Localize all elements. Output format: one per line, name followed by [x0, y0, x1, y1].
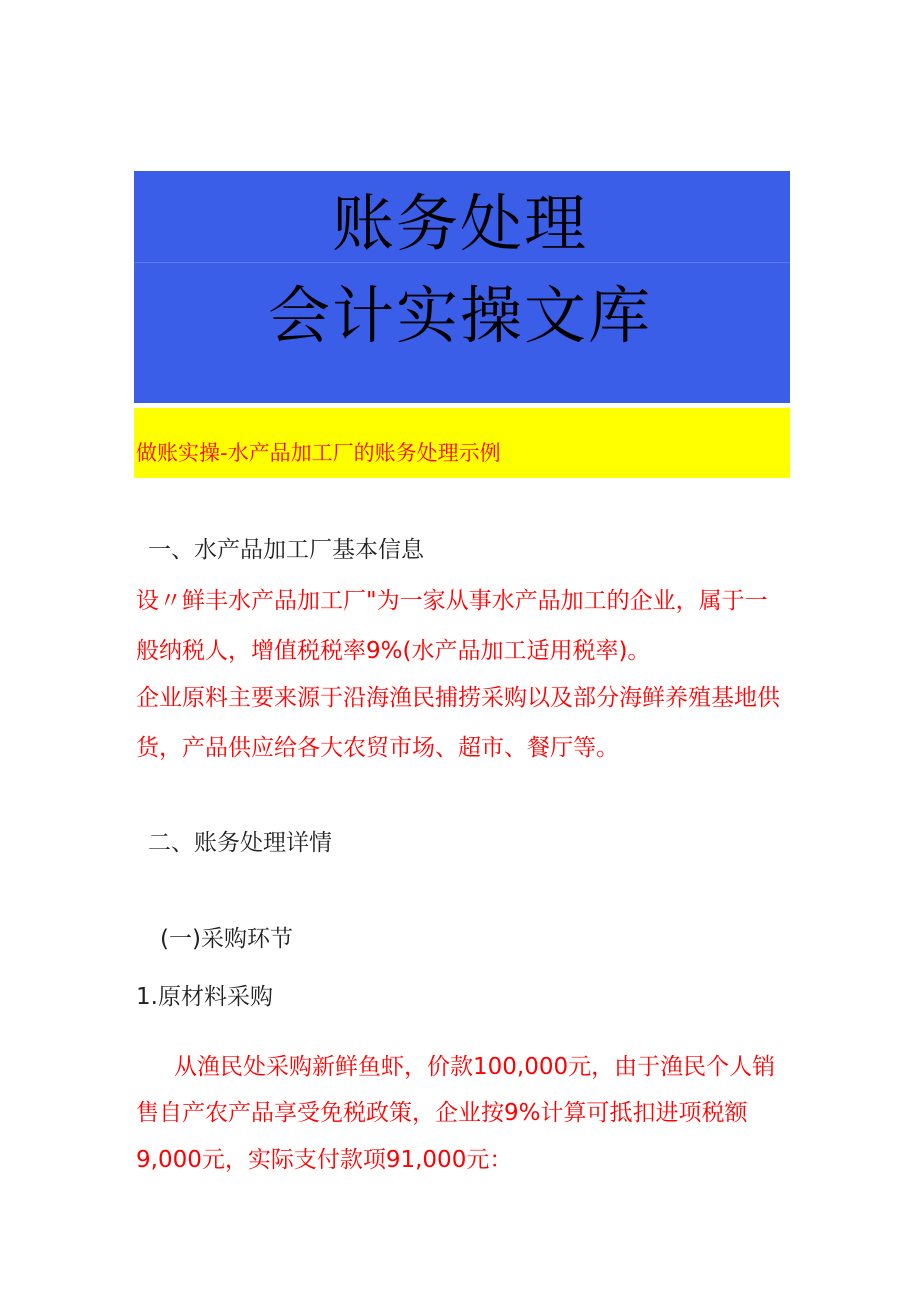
subtitle-text: 做账实操-水产品加工厂的账务处理示例 [136, 441, 501, 465]
section2-para-line3: 9,000元，实际支付款项91,000元： [136, 1147, 513, 1173]
section1-para1-line1: 设〃鲜丰水产品加工厂"为一家从事水产品加工的企业，属于一 [136, 588, 768, 614]
section1-heading: 一、水产品加工厂基本信息 [148, 537, 424, 563]
section2-heading: 二、账务处理详情 [148, 830, 332, 856]
section1-para2-line2: 货，产品供应给各大农贸市场、超市、餐厅等。 [136, 735, 619, 761]
section2-para-line1: 从渔民处采购新鲜鱼虾，价款100,000元，由于渔民个人销 [174, 1054, 776, 1080]
section1-para2-line1: 企业原料主要来源于沿海渔民捕捞采购以及部分海鲜养殖基地供 [136, 685, 780, 711]
banner-title-line1: 账务处理 [331, 187, 588, 260]
section2-para-line2: 售自产农产品享受免税政策，企业按9%计算可抵扣进项税额 [136, 1100, 748, 1126]
banner-divider [134, 262, 790, 263]
section1-para1-line2: 般纳税人，增值税税率9%(水产品加工适用税率)。 [136, 638, 651, 664]
item-heading: 1.原材料采购 [136, 984, 273, 1010]
subsection-heading: (一)采购环节 [160, 926, 293, 952]
subtitle-bar [134, 408, 790, 478]
banner-title-line2: 会计实操文库 [267, 279, 652, 352]
